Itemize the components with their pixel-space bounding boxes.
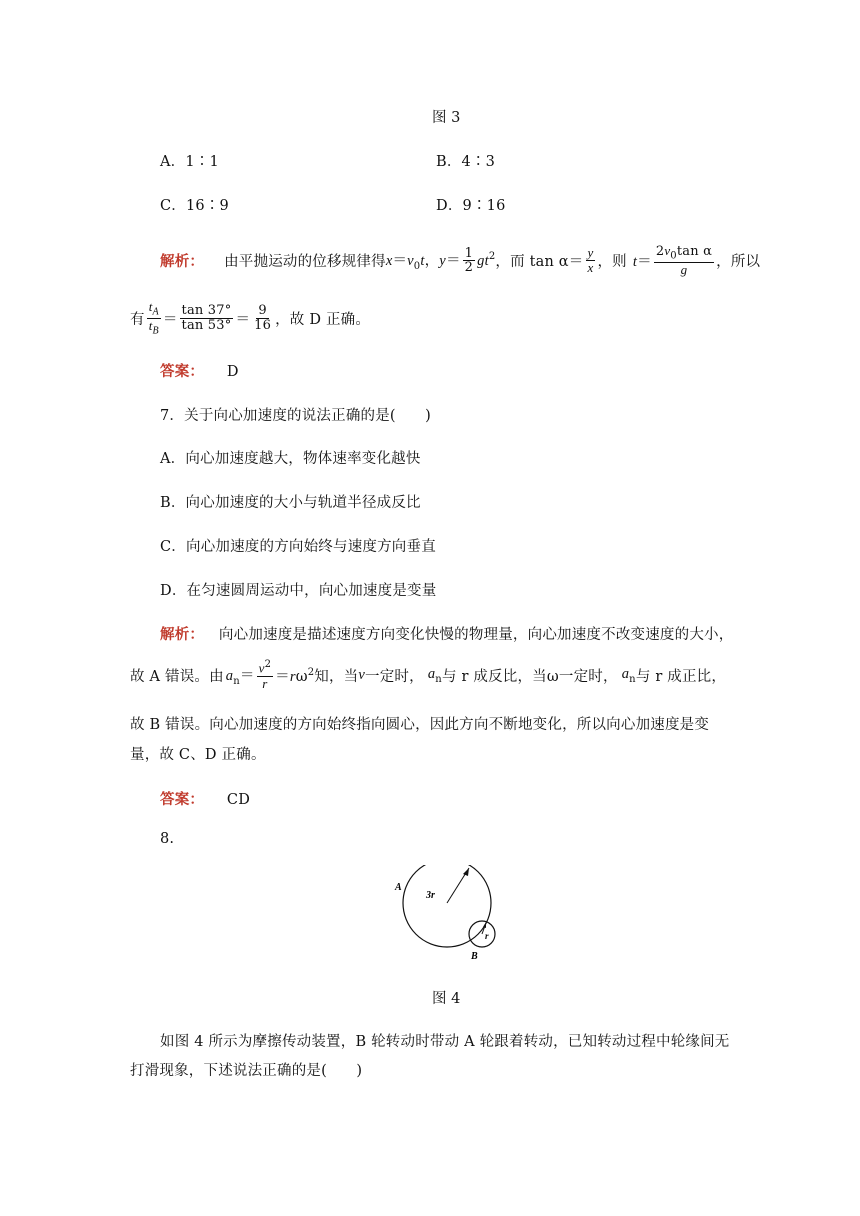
q7-option-d: D．在匀速圆周运动中，向心加速度是变量 bbox=[160, 583, 437, 599]
q6-formula-x: $x=v_0t$，y＝ bbox=[385, 253, 461, 273]
q7-analysis-text2c: 一定时， bbox=[365, 669, 424, 686]
q7-analysis-line3: 故 B 错误。向心加速度的方向始终指向圆心，因此方向不断地变化，所以向心加速度是变 bbox=[130, 717, 710, 733]
q7-formula-an3: $a_n$ bbox=[621, 666, 636, 686]
q7-formula-an: $a_n=$ bbox=[225, 668, 255, 688]
q6-analysis-line2 bbox=[130, 300, 370, 337]
q6-analysis-label: 解析： bbox=[160, 253, 205, 271]
q7-option-c: C．向心加速度的方向始终与速度方向垂直 bbox=[160, 539, 436, 555]
q6-option-d: D．9∶16 bbox=[436, 198, 506, 214]
radius-arrowhead-a bbox=[463, 868, 469, 876]
q7-option-b: B．向心加速度的大小与轨道半径成反比 bbox=[160, 495, 421, 511]
q7-frac-v2-r: $\frac{v^2}{r}$ bbox=[258, 659, 272, 691]
q6-frac-y-x: $\frac{y}{x}$ bbox=[587, 244, 594, 276]
q6-frac-t: $\frac{2v_0\tan \alpha}{g}$ bbox=[655, 243, 713, 278]
q6-analysis-line1 bbox=[160, 244, 760, 278]
radius-arrowhead-b bbox=[483, 922, 486, 928]
q6-analysis-you: 有 bbox=[130, 312, 145, 329]
q7-answer-value: CD bbox=[226, 792, 251, 808]
q8-stem-line1: 如图 4 所示为摩擦传动装置，B 轮转动时带动 A 轮跟着转动，已知转动过程中轮缘间无 bbox=[160, 1034, 730, 1050]
q6-frac-tan: $\frac{\tan 37^\circ}{\tan 53^\circ}$ bbox=[181, 303, 232, 334]
q6-frac-half: $\frac{1}{2}$ bbox=[464, 245, 474, 276]
q7-analysis-line4: 量，故 C、D 正确。 bbox=[130, 747, 266, 763]
q7-answer-label: 答案： bbox=[160, 791, 205, 808]
q7-analysis-text2d: 与 r 成反比，当ω一定时， bbox=[441, 669, 618, 686]
q6-analysis-text3: ，则 bbox=[597, 254, 627, 271]
friction-drive-diagram bbox=[385, 865, 510, 965]
q7-stem: 7．关于向心加速度的说法正确的是( ) bbox=[160, 408, 432, 424]
fig4-caption: 图 4 bbox=[432, 991, 461, 1007]
q7-analysis-line2 bbox=[130, 660, 726, 692]
q6-analysis-text4: ，所以 bbox=[716, 254, 761, 271]
q7-formula-rw2: $=r\omega^2$ bbox=[275, 667, 315, 686]
q6-option-a: A．1∶1 bbox=[160, 154, 219, 170]
q7-answer bbox=[160, 788, 250, 809]
q6-formula-gt2: $gt^2$ bbox=[477, 251, 496, 270]
q6-option-c: C．16∶9 bbox=[160, 198, 229, 214]
q6-equals2: ＝ bbox=[235, 312, 251, 329]
q7-analysis-line1 bbox=[160, 623, 733, 644]
fig-label-a: A bbox=[395, 882, 402, 893]
q7-analysis-text2a: 故 A 错误。由 bbox=[130, 669, 224, 686]
q7-option-a: A．向心加速度越大，物体速率变化越快 bbox=[160, 451, 421, 467]
wheel-a bbox=[403, 865, 491, 947]
fig-label-r: r bbox=[485, 931, 489, 941]
q8-stem-line2: 打滑现象，下述说法正确的是( ) bbox=[130, 1063, 363, 1079]
fig-label-3r: 3r bbox=[426, 890, 435, 901]
q6-analysis-text2: ，而 tan α＝ bbox=[495, 254, 584, 271]
q6-answer-label: 答案： bbox=[160, 363, 205, 380]
q7-analysis-text2e: 与 r 成正比， bbox=[635, 669, 727, 686]
q7-analysis-label: 解析： bbox=[160, 626, 205, 643]
q6-answer-value: D bbox=[226, 364, 239, 380]
q7-analysis-text2b: 知，当 bbox=[314, 669, 359, 686]
q6-analysis-text5: ，故 D 正确。 bbox=[275, 312, 371, 329]
q6-option-b: B．4∶3 bbox=[436, 154, 496, 170]
q6-equals1: ＝ bbox=[162, 312, 178, 329]
q7-formula-v: v bbox=[358, 667, 366, 684]
fig3-caption: 图 3 bbox=[432, 110, 461, 126]
q6-answer bbox=[160, 360, 239, 381]
q6-analysis-text1: 由平抛运动的位移规律得 bbox=[224, 254, 386, 271]
fig-label-b: B bbox=[471, 951, 478, 962]
q8-number: 8. bbox=[160, 831, 175, 847]
q6-formula-t: t＝ bbox=[632, 254, 652, 271]
q6-frac-9-16: $\frac{9}{16}$ bbox=[254, 303, 272, 334]
q6-frac-ta-tb: $\frac{t_A}{t_B}$ bbox=[148, 299, 159, 337]
q7-formula-an2: $a_n$ bbox=[427, 666, 442, 686]
q7-analysis-text1: 向心加速度是描述速度方向变化快慢的物理量，向心加速度不改变速度的大小， bbox=[218, 627, 734, 643]
